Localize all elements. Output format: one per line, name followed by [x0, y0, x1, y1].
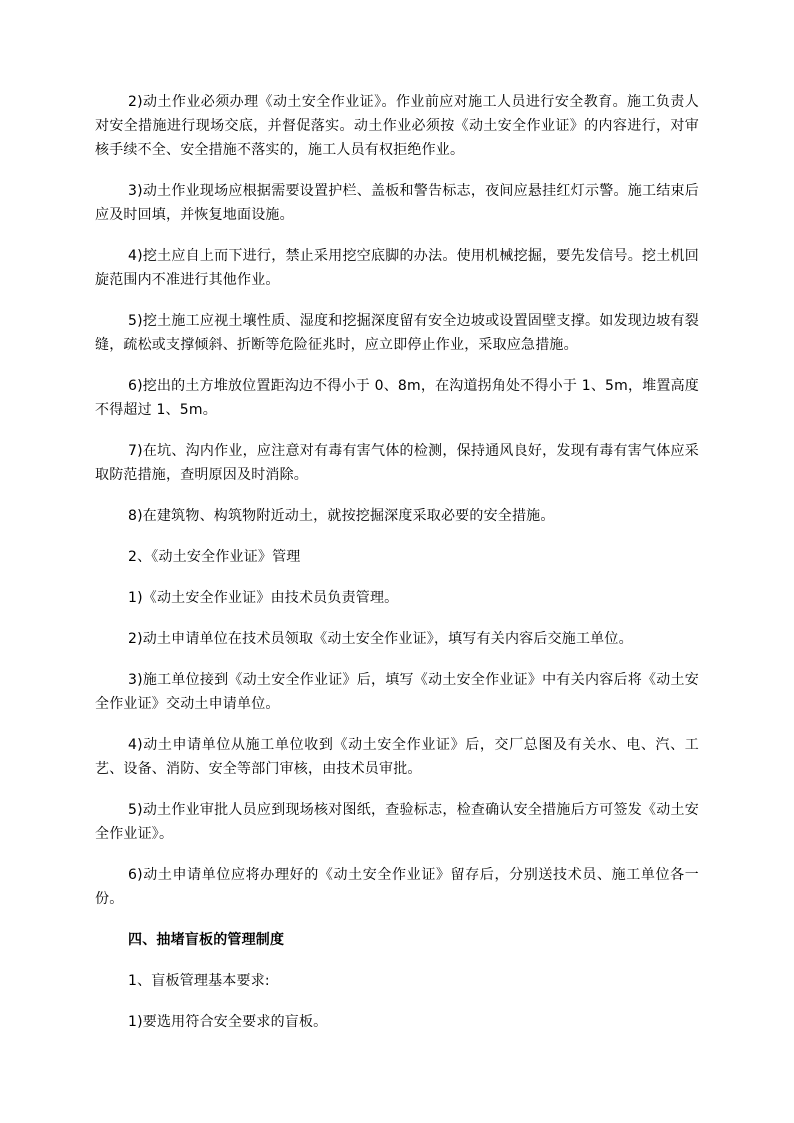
paragraph-top-down-excavation: 4)挖土应自上而下进行，禁止采用挖空底脚的办法。使用机械挖掘，要先发信号。挖土机回旋范围内不准进行其他作业。 [95, 248, 699, 288]
paragraph-site-guardrails: 3)动土作业现场应根据需要设置护栏、盖板和警告标志，夜间应悬挂红灯示警。施工结束后应及时回填，并恢复地面设施。 [95, 183, 699, 223]
paragraph-permit-collection: 2)动土申请单位在技术员领取《动土安全作业证》，填写有关内容后交施工单位。 [128, 631, 633, 647]
paragraph-department-review: 4)动土申请单位从施工单位收到《动土安全作业证》后，交厂总图及有关水、电、汽、工艺、设备、消防、安全等部门审核，由技术员审批。 [95, 737, 699, 777]
paragraph-onsite-verification: 5)动土作业审批人员应到现场核对图纸，查验标志，检查确认安全措施后方可签发《动土安全作业证》。 [95, 802, 699, 842]
paragraph-near-buildings: 8)在建筑物、构筑物附近动土，就按挖掘深度采取必要的安全措施。 [128, 508, 555, 524]
paragraph-slope-support: 5)挖土施工应视土壤性质、湿度和挖掘深度留有安全边坡或设置固壁支撑。如发现边坡有裂缝，疏松或支撑倾斜、折断等危险征兆时，应立即停止作业，采取应急措施。 [95, 313, 699, 353]
paragraph-construction-unit-fills: 3)施工单位接到《动土安全作业证》后，填写《动土安全作业证》中有关内容后将《动土安全作业证》交动土申请单位。 [95, 672, 699, 712]
paragraph-excavation-permit-required: 2)动土作业必须办理《动土安全作业证》。作业前应对施工人员进行安全教育。施工负责人对安全措施进行现场交底，并督促落实。动土作业必须按《动土安全作业证》的内容进行，对审核手续不全、安全措施不落实的，施工人员有权拒绝作业。 [95, 94, 699, 158]
document-body [95, 90, 699, 1051]
paragraph-permit-copies: 6)动土申请单位应将办理好的《动土安全作业证》留存后，分别送技术员、施工单位各一份。 [95, 867, 699, 907]
paragraph-toxic-gas-check: 7)在坑、沟内作业，应注意对有毒有害气体的检测，保持通风良好，发现有毒有害气体应采取防范措施，查明原因及时消除。 [95, 443, 699, 483]
paragraph-permit-managed-by-technician: 1)《动土安全作业证》由技术员负责管理。 [128, 590, 399, 606]
section-heading-blind-plate-management: 四、抽堵盲板的管理制度 [128, 932, 285, 948]
subheading-blind-plate-requirements: 1、盲板管理基本要求: [128, 973, 270, 989]
paragraph-select-compliant-blind-plates: 1)要选用符合安全要求的盲板。 [128, 1014, 328, 1030]
section-heading-permit-management: 2、《动土安全作业证》管理 [128, 549, 301, 565]
paragraph-spoil-placement: 6)挖出的土方堆放位置距沟边不得小于 0、8m，在沟道拐角处不得小于 1、5m，堆置高度不得超过 1、5m。 [95, 378, 699, 418]
